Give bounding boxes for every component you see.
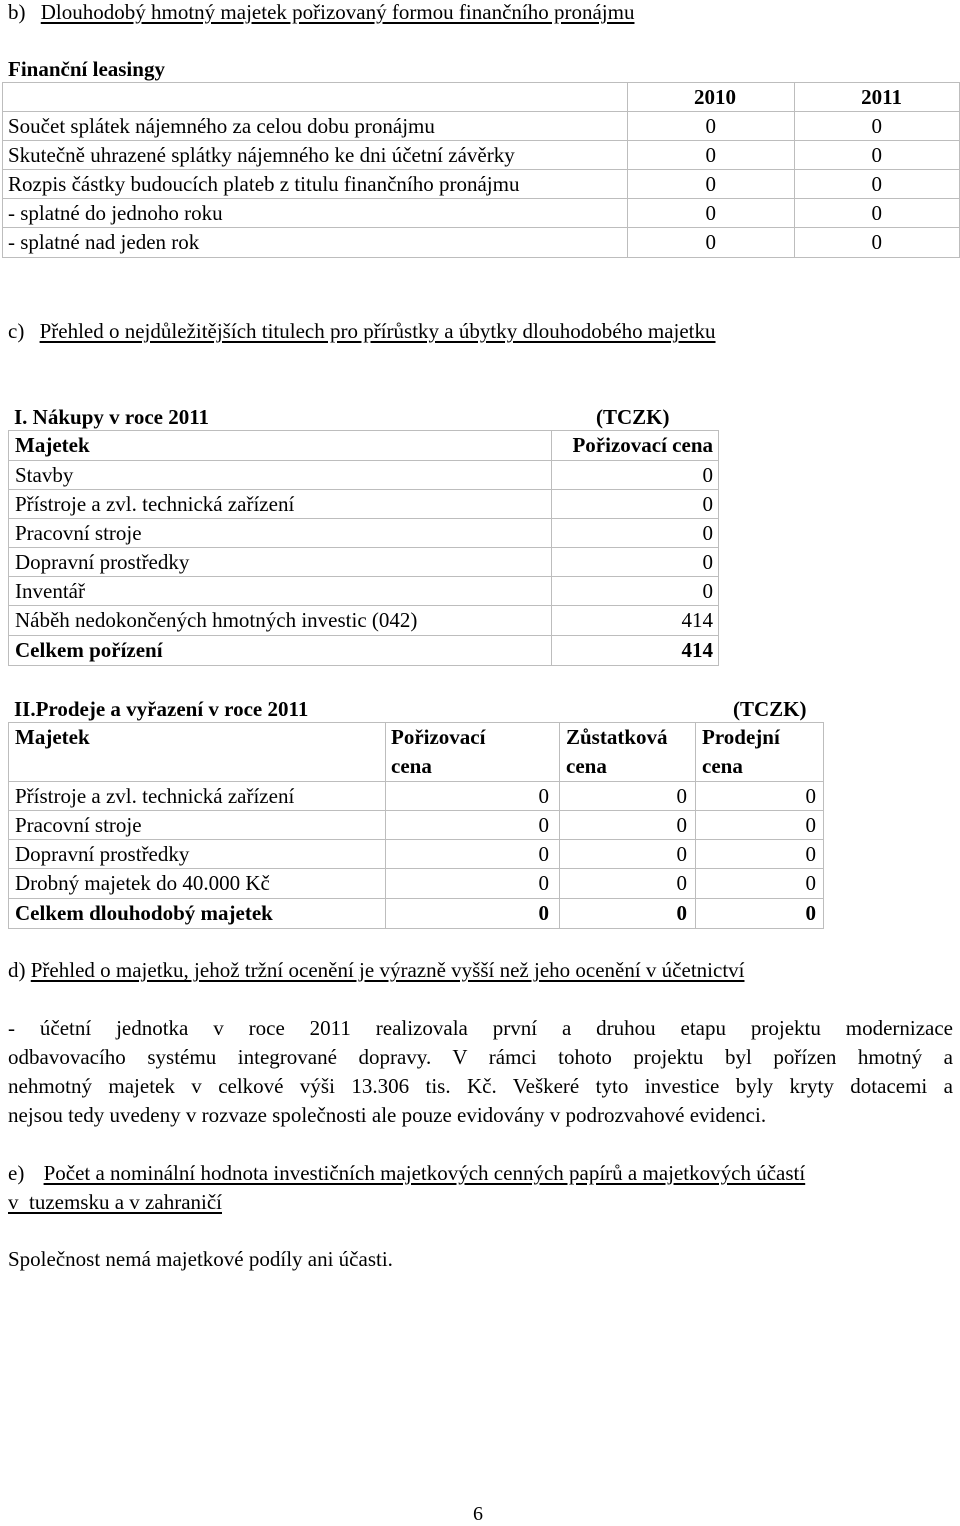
sales-cell: [385, 810, 560, 840]
leasing-row: [2, 198, 628, 228]
leasing-row: [2, 140, 628, 170]
purchases-row-label: Inventář: [15, 579, 85, 603]
sales-row: [8, 781, 386, 811]
sales-header-cost-cell: [385, 722, 560, 782]
purchases-total-label: Celkem pořízení: [15, 638, 163, 662]
leasing-value-2010: 0: [705, 201, 716, 225]
leasing-value-2011: 0: [871, 172, 882, 196]
sales-total-residual: 0: [676, 901, 687, 925]
sales-total-cell: [385, 898, 560, 929]
purchases-total-value: 414: [681, 638, 713, 662]
leasing-cell: [794, 111, 960, 141]
leasing-value-2011: 0: [871, 201, 882, 225]
sales-cell: [695, 781, 824, 811]
leasing-header-2010: [627, 82, 795, 112]
sales-row-label: Přístroje a zvl. technická zařízení: [15, 784, 295, 808]
sales-title: II.Prodeje a vyřazení v roce 2011: [14, 697, 309, 721]
leasing-cell: [794, 169, 960, 199]
sales-header-residual-l2: cena: [566, 754, 607, 778]
leasing-row: [2, 227, 628, 258]
purchases-row: [8, 547, 552, 577]
sales-header-asset: Majetek: [15, 725, 90, 749]
sales-header-residual-l1: Zůstatková: [566, 725, 668, 749]
sales-cell: [559, 868, 696, 899]
purchases-row-label: Náběh nedokončených hmotných investic (042): [15, 608, 418, 632]
section-d-title: Přehled o majetku, jehož tržní ocenění je výrazně vyšší než jeho ocenění v účetnictví: [30, 958, 745, 982]
sales-total-row: [8, 898, 386, 929]
sales-row-residual: 0: [676, 871, 687, 895]
section-d-heading: [8, 956, 744, 984]
sales-row-residual: 0: [676, 813, 687, 837]
sales-row-residual: 0: [676, 842, 687, 866]
section-b-title: Dlouhodobý hmotný majetek pořizovaný formou finančního pronájmu: [40, 0, 635, 24]
section-e-title-line1: Počet a nominální hodnota investičních majetkových cenných papírů a majetkových účastí: [43, 1161, 806, 1185]
purchases-header-asset-cell: [8, 430, 552, 461]
purchases-total-cell: [551, 635, 719, 666]
sales-header-sale-l2: cena: [702, 754, 743, 778]
leasing-value-2010: 0: [705, 230, 716, 254]
sales-total-cell: [695, 898, 824, 929]
sales-header-cost-l1: Pořizovací: [391, 725, 486, 749]
sales-header-residual-cell: [559, 722, 696, 782]
sales-row-sale: 0: [805, 842, 816, 866]
leasing-cell: [627, 169, 795, 199]
section-c-prefix: c): [8, 319, 25, 343]
purchases-total-row: [8, 635, 552, 666]
purchases-row: [8, 489, 552, 519]
purchases-row-label: Stavby: [15, 463, 74, 487]
sales-row-cost: 0: [538, 813, 549, 837]
sales-row-label: Drobný majetek do 40.000 Kč: [15, 871, 270, 895]
sales-unit: (TCZK): [733, 697, 807, 721]
leasing-title: Finanční leasingy: [8, 57, 165, 81]
section-d-prefix: d): [8, 958, 26, 982]
section-b-heading: [8, 0, 634, 26]
leasing-cell: [627, 227, 795, 258]
sales-cell: [385, 839, 560, 869]
sales-total-sale: 0: [805, 901, 816, 925]
sales-cell: [695, 868, 824, 899]
section-e-title-line2: v tuzemsku a v zahraničí: [8, 1190, 222, 1214]
section-c-title: Přehled o nejdůležitějších titulech pro přírůstky a úbytky dlouhodobého majetku: [39, 319, 716, 343]
leasing-value-2011: 0: [871, 114, 882, 138]
sales-row-sale: 0: [805, 813, 816, 837]
leasing-value-2011: 0: [871, 143, 882, 167]
purchases-title: I. Nákupy v roce 2011: [14, 405, 210, 429]
purchases-cell: [551, 605, 719, 636]
leasing-row-label: Rozpis částky budoucích plateb z titulu finančního pronájmu: [8, 172, 520, 196]
purchases-cell: [551, 547, 719, 577]
sales-cell: [385, 868, 560, 899]
purchases-row-value: 0: [702, 521, 713, 545]
page-number: 6: [473, 1503, 483, 1525]
purchases-row-value: 0: [702, 463, 713, 487]
section-e-heading: [8, 1159, 805, 1187]
purchases-row: [8, 605, 552, 636]
section-b-prefix: b): [8, 0, 26, 24]
leasing-row-label: - splatné nad jeden rok: [8, 230, 200, 254]
sales-header-sale-l1: Prodejní: [702, 725, 780, 749]
section-d-line: - účetní jednotka v roce 2011 realizovala první a druhou etapu projektu modernizace: [8, 1016, 953, 1040]
leasing-year-2010: 2010: [694, 85, 736, 109]
sales-row-sale: 0: [805, 784, 816, 808]
leasing-value-2011: 0: [871, 230, 882, 254]
leasing-row: [2, 111, 628, 141]
section-d-line: nehmotný majetek v celkové výši 13.306 tis. Kč. Veškeré tyto investice byly kryty dotacemi a: [8, 1074, 953, 1098]
sales-total-cell: [559, 898, 696, 929]
section-e-text: Společnost nemá majetkové podíly ani účasti.: [8, 1247, 393, 1271]
purchases-cell: [551, 518, 719, 548]
section-c-heading: [8, 317, 716, 345]
sales-row: [8, 868, 386, 899]
sales-row-cost: 0: [538, 784, 549, 808]
leasing-row-label: Skutečně uhrazené splátky nájemného ke dni účetní závěrky: [8, 143, 515, 167]
sales-total-cost: 0: [538, 901, 549, 925]
purchases-row-label: Přístroje a zvl. technická zařízení: [15, 492, 295, 516]
purchases-cell: [551, 576, 719, 606]
purchases-row-value: 0: [702, 492, 713, 516]
leasing-year-2011: 2011: [861, 85, 902, 109]
purchases-cell: [551, 460, 719, 490]
leasing-header-empty: [2, 82, 628, 112]
leasing-cell: [627, 111, 795, 141]
leasing-value-2010: 0: [705, 143, 716, 167]
leasing-cell: [627, 140, 795, 170]
sales-row-label: Pracovní stroje: [15, 813, 142, 837]
leasing-cell: [794, 198, 960, 228]
leasing-cell: [794, 140, 960, 170]
sales-row-label: Dopravní prostředky: [15, 842, 190, 866]
sales-row-residual: 0: [676, 784, 687, 808]
sales-cell: [695, 839, 824, 869]
sales-cell: [559, 839, 696, 869]
sales-cell: [385, 781, 560, 811]
leasing-cell: [627, 198, 795, 228]
sales-header-cost-l2: cena: [391, 754, 432, 778]
leasing-cell: [794, 227, 960, 258]
purchases-header-asset: Majetek: [15, 433, 90, 457]
sales-row: [8, 810, 386, 840]
sales-row: [8, 839, 386, 869]
sales-row-cost: 0: [538, 842, 549, 866]
section-d-line: nejsou tedy uvedeny v rozvaze společnosti ale pouze evidovány v podrozvahové evidenci.: [8, 1103, 767, 1127]
purchases-row: [8, 576, 552, 606]
purchases-row: [8, 460, 552, 490]
section-d-line: odbavovacího systému integrované dopravy. V rámci tohoto projektu byl pořízen hmotný a: [8, 1045, 953, 1069]
purchases-unit: (TCZK): [596, 405, 670, 429]
purchases-row-label: Dopravní prostředky: [15, 550, 190, 574]
sales-cell: [559, 810, 696, 840]
section-d-paragraph: [8, 1014, 953, 1130]
purchases-header-cost: Pořizovací cena: [572, 433, 713, 457]
sales-total-label: Celkem dlouhodobý majetek: [15, 901, 273, 925]
sales-row-cost: 0: [538, 871, 549, 895]
purchases-row-value: 414: [681, 608, 713, 632]
leasing-row-label: Součet splátek nájemného za celou dobu pronájmu: [8, 114, 435, 138]
sales-row-sale: 0: [805, 871, 816, 895]
purchases-header-cost-cell: [551, 430, 719, 461]
purchases-row-value: 0: [702, 579, 713, 603]
purchases-cell: [551, 489, 719, 519]
purchases-row: [8, 518, 552, 548]
section-e-prefix: e): [8, 1161, 25, 1185]
sales-cell: [695, 810, 824, 840]
leasing-value-2010: 0: [705, 114, 716, 138]
leasing-row: [2, 169, 628, 199]
leasing-row-label: - splatné do jednoho roku: [8, 201, 223, 225]
purchases-row-label: Pracovní stroje: [15, 521, 142, 545]
purchases-row-value: 0: [702, 550, 713, 574]
sales-cell: [559, 781, 696, 811]
leasing-value-2010: 0: [705, 172, 716, 196]
leasing-header-2011: [794, 82, 960, 112]
sales-header-asset-cell: [8, 722, 386, 782]
sales-header-sale-cell: [695, 722, 824, 782]
